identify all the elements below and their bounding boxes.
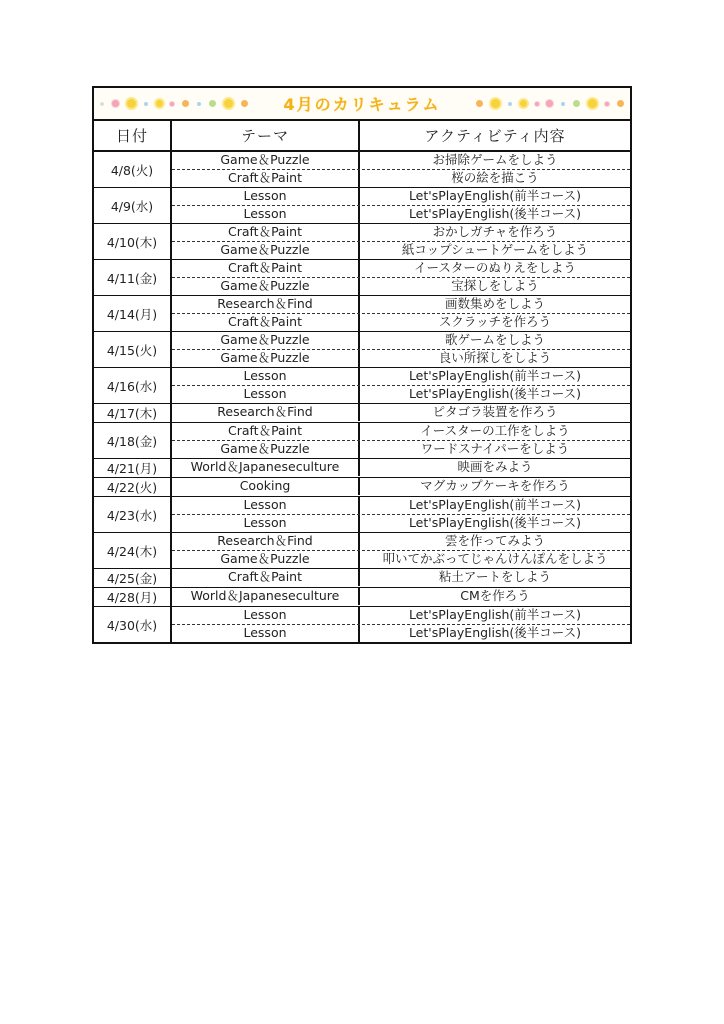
table-body	[94, 152, 630, 642]
table-row	[172, 607, 630, 625]
theme-cell: World＆Japaneseculture	[172, 459, 360, 476]
date-group	[94, 152, 630, 188]
activity-cell: 画数集めをしよう	[444, 296, 545, 312]
table-row	[172, 242, 630, 259]
table-header	[94, 121, 630, 152]
activity-cell: お掃除ゲームをしよう	[432, 152, 558, 168]
theme-cell: Craft＆Paint	[172, 260, 360, 277]
table-row	[172, 533, 630, 551]
flower-icon	[156, 100, 163, 107]
date-cell: 4/8(火)	[94, 152, 172, 187]
theme-cell: Cooking	[172, 478, 360, 495]
theme-cell: Game＆Puzzle	[172, 242, 360, 259]
table-row	[172, 152, 630, 170]
table-row	[172, 478, 630, 495]
date-group	[94, 188, 630, 224]
date-cell: 4/11(金)	[94, 260, 172, 295]
table-row	[172, 423, 630, 441]
activity-cell: 宝探しをしよう	[451, 278, 539, 294]
activity-cell: Let'sPlayEnglish(前半コース)	[408, 368, 582, 384]
theme-cell: Research＆Find	[172, 533, 360, 550]
table-row	[172, 569, 630, 586]
table-row	[172, 441, 630, 458]
activity-cell: 桜の絵を描こう	[451, 170, 539, 186]
theme-cell: Lesson	[172, 386, 360, 403]
flower-icon	[170, 102, 174, 106]
flower-icon	[197, 102, 201, 106]
date-cell: 4/9(水)	[94, 188, 172, 223]
activity-cell: 映画をみよう	[457, 459, 533, 475]
table-row	[172, 170, 630, 187]
theme-cell: Research＆Find	[172, 296, 360, 313]
activity-cell: Let'sPlayEnglish(前半コース)	[408, 497, 582, 513]
flower-icon	[508, 102, 512, 106]
activity-cell: 粘土アートをしよう	[438, 569, 552, 585]
theme-cell: Lesson	[172, 368, 360, 385]
theme-cell: Game＆Puzzle	[172, 441, 360, 458]
date-group	[94, 368, 630, 404]
theme-cell: Lesson	[172, 188, 360, 205]
date-group	[94, 459, 630, 478]
activity-cell: Let'sPlayEnglish(後半コース)	[408, 625, 582, 641]
theme-cell: Craft＆Paint	[172, 170, 360, 187]
theme-cell: Lesson	[172, 497, 360, 514]
activity-cell: おかしガチャを作ろう	[432, 224, 558, 240]
flower-icon	[561, 102, 565, 106]
flower-icon	[491, 99, 500, 108]
date-group	[94, 533, 630, 569]
activity-cell: Let'sPlayEnglish(後半コース)	[408, 386, 582, 402]
theme-cell: Research＆Find	[172, 404, 360, 421]
header-theme: テーマ	[172, 121, 360, 150]
theme-cell: Lesson	[172, 607, 360, 624]
activity-cell: Let'sPlayEnglish(前半コース)	[408, 188, 582, 204]
date-group	[94, 224, 630, 260]
table-row	[172, 278, 630, 295]
date-group	[94, 569, 630, 588]
curriculum-table	[92, 86, 632, 644]
theme-cell: Game＆Puzzle	[172, 278, 360, 295]
flower-icon	[546, 100, 553, 107]
activity-cell: 歌ゲームをしよう	[444, 332, 545, 348]
activity-cell: イースターのぬりえをしよう	[414, 260, 576, 276]
activity-cell: Let'sPlayEnglish(後半コース)	[408, 515, 582, 531]
table-row	[172, 332, 630, 350]
flower-decoration-left	[94, 88, 254, 119]
theme-cell: Game＆Puzzle	[172, 152, 360, 169]
date-cell: 4/16(水)	[94, 368, 172, 403]
flower-decoration-right	[470, 88, 630, 119]
table-row	[172, 206, 630, 223]
flower-icon	[241, 100, 248, 107]
flower-icon	[588, 99, 597, 108]
table-row	[172, 260, 630, 278]
table-row	[172, 588, 630, 605]
table-row	[172, 350, 630, 367]
flower-icon	[605, 102, 609, 106]
activity-cell: スクラッチを作ろう	[438, 314, 552, 330]
activity-cell: イースターの工作をしよう	[420, 423, 570, 439]
table-row	[172, 551, 630, 568]
flower-icon	[617, 100, 624, 107]
flower-icon	[127, 99, 136, 108]
table-row	[172, 515, 630, 532]
flower-icon	[144, 102, 148, 106]
flower-icon	[520, 100, 527, 107]
date-cell: 4/14(月)	[94, 296, 172, 331]
date-cell: 4/30(水)	[94, 607, 172, 642]
theme-cell: Craft＆Paint	[172, 224, 360, 241]
activity-cell: マグカップケーキを作ろう	[420, 478, 570, 494]
theme-cell: Craft＆Paint	[172, 569, 360, 586]
date-cell: 4/22(火)	[94, 478, 172, 496]
header-activity: アクティビティ内容	[424, 127, 566, 145]
theme-cell: Lesson	[172, 515, 360, 532]
date-group	[94, 588, 630, 607]
activity-cell: 叩いてかぶってじゃんけんぽんをしよう	[382, 551, 608, 567]
activity-cell: CMを作ろう	[460, 588, 530, 604]
date-group	[94, 497, 630, 533]
date-group	[94, 404, 630, 423]
date-cell: 4/21(月)	[94, 459, 172, 477]
date-cell: 4/17(木)	[94, 404, 172, 422]
theme-cell: World＆Japaneseculture	[172, 588, 360, 605]
table-row	[172, 404, 630, 421]
date-cell: 4/24(木)	[94, 533, 172, 568]
activity-cell: 雲を作ってみよう	[444, 533, 545, 549]
theme-cell: Lesson	[172, 625, 360, 642]
activity-cell: ワードスナイパーをしよう	[420, 441, 570, 457]
activity-cell: 紙コップシュートゲームをしよう	[401, 242, 589, 258]
date-cell: 4/28(月)	[94, 588, 172, 606]
theme-cell: Craft＆Paint	[172, 314, 360, 331]
date-group	[94, 332, 630, 368]
date-cell: 4/25(金)	[94, 569, 172, 587]
table-row	[172, 497, 630, 515]
table-row	[172, 224, 630, 242]
flower-icon	[535, 102, 539, 106]
theme-cell: Game＆Puzzle	[172, 551, 360, 568]
flower-icon	[476, 100, 483, 107]
date-group	[94, 423, 630, 459]
table-row	[172, 296, 630, 314]
table-row	[172, 314, 630, 331]
activity-cell: Let'sPlayEnglish(後半コース)	[408, 206, 582, 222]
activity-cell: Let'sPlayEnglish(前半コース)	[408, 607, 582, 623]
title-banner	[94, 88, 630, 121]
date-group	[94, 478, 630, 497]
flower-icon	[209, 100, 216, 107]
table-row	[172, 625, 630, 642]
flower-icon	[182, 100, 189, 107]
table-row	[172, 188, 630, 206]
theme-cell: Game＆Puzzle	[172, 350, 360, 367]
theme-cell: Game＆Puzzle	[172, 332, 360, 349]
table-row	[172, 386, 630, 403]
flower-icon	[100, 102, 104, 106]
table-row	[172, 459, 630, 476]
flower-icon	[224, 99, 233, 108]
activity-cell: ピタゴラ装置を作ろう	[432, 404, 558, 420]
header-date: 日付	[94, 121, 172, 150]
date-group	[94, 296, 630, 332]
date-cell: 4/18(金)	[94, 423, 172, 458]
theme-cell: Craft＆Paint	[172, 423, 360, 440]
date-cell: 4/23(水)	[94, 497, 172, 532]
date-cell: 4/15(火)	[94, 332, 172, 367]
theme-cell: Lesson	[172, 206, 360, 223]
flower-icon	[112, 100, 119, 107]
date-group	[94, 260, 630, 296]
flower-icon	[573, 100, 580, 107]
date-cell: 4/10(木)	[94, 224, 172, 259]
table-row	[172, 368, 630, 386]
activity-cell: 良い所探しをしよう	[438, 350, 552, 366]
page-title: 4月のカリキュラム	[283, 95, 441, 114]
date-group	[94, 607, 630, 642]
